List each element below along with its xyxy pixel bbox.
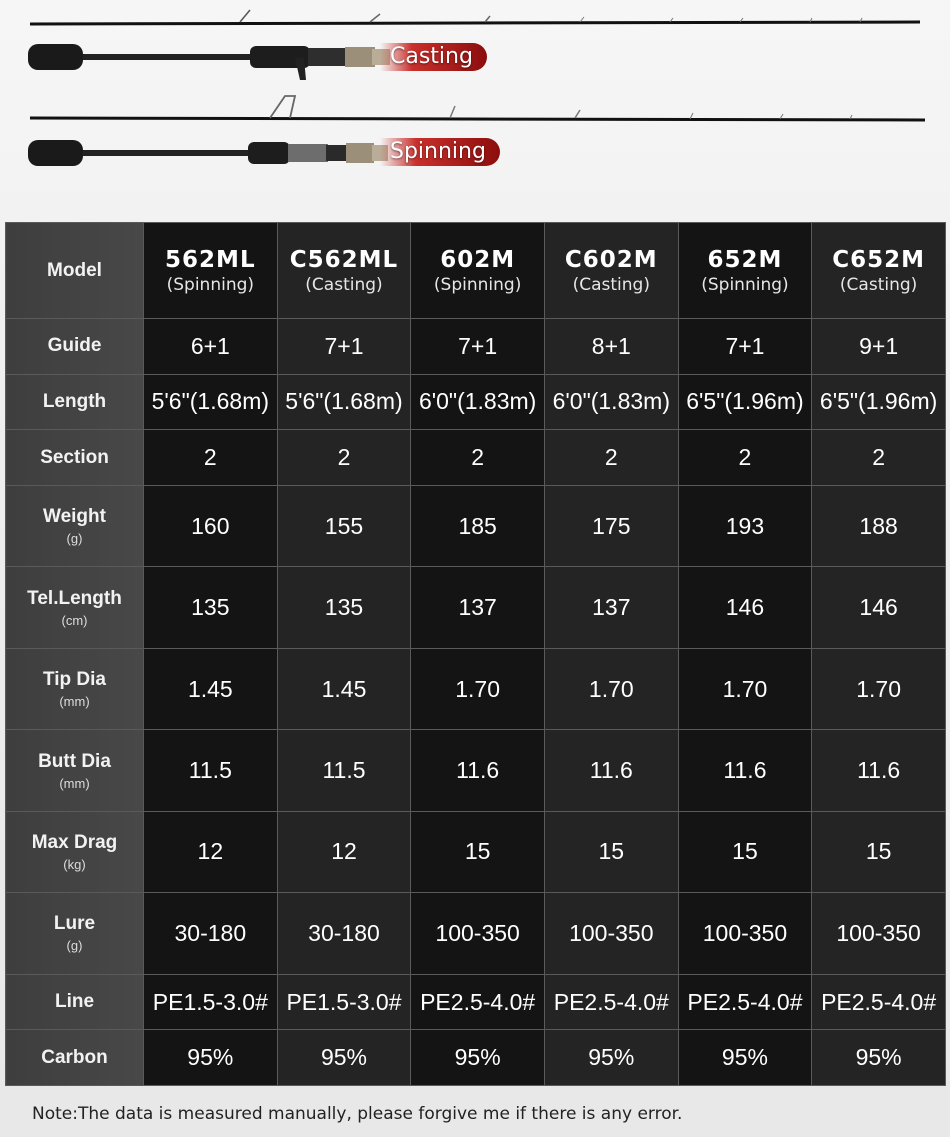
model-type: (Casting) <box>305 274 383 295</box>
spec-label-text: Section <box>40 446 109 468</box>
spec-value: 95% <box>678 1030 812 1086</box>
spec-value: PE1.5-3.0# <box>144 974 278 1030</box>
spec-value: 30-180 <box>277 893 411 974</box>
spec-value: 146 <box>678 567 812 648</box>
spec-value: 12 <box>144 811 278 892</box>
spec-unit-text: (mm) <box>59 775 90 791</box>
spec-value: 2 <box>812 430 946 486</box>
spec-row-label <box>6 567 144 648</box>
spec-label-text: Guide <box>47 335 102 357</box>
spec-row-label <box>6 974 144 1030</box>
spec-value: 1.70 <box>812 648 946 729</box>
spec-value: 135 <box>277 567 411 648</box>
spec-value: 146 <box>812 567 946 648</box>
spec-row-label <box>6 648 144 729</box>
spec-row <box>6 430 946 486</box>
spec-unit-text: (kg) <box>63 856 86 872</box>
spec-value: 1.45 <box>144 648 278 729</box>
spec-row <box>6 730 946 811</box>
spinning-rod-handle <box>28 140 388 166</box>
rod-images <box>0 0 950 215</box>
spec-value: 137 <box>411 567 545 648</box>
spec-value: 135 <box>144 567 278 648</box>
spec-value: 193 <box>678 485 812 566</box>
spec-value: PE1.5-3.0# <box>277 974 411 1030</box>
spec-unit-text: (g) <box>66 938 83 954</box>
model-type: (Spinning) <box>701 274 789 295</box>
spec-label-text: Tel.Length <box>27 587 122 609</box>
model-name: 602M <box>440 246 516 273</box>
spec-label-text: Tip Dia <box>43 669 106 691</box>
spec-label-text: Butt Dia <box>38 750 111 772</box>
model-type: (Casting) <box>572 274 650 295</box>
spec-row-label <box>6 730 144 811</box>
model-type: (Spinning) <box>166 274 255 295</box>
spec-row <box>6 485 946 566</box>
header-row <box>6 223 946 319</box>
spec-value: 6+1 <box>144 319 278 375</box>
spec-value: PE2.5-4.0# <box>544 974 678 1030</box>
spec-value: 100-350 <box>544 893 678 974</box>
spec-value: 2 <box>144 430 278 486</box>
spec-value: 1.70 <box>544 648 678 729</box>
spec-row <box>6 648 946 729</box>
spec-value: 15 <box>411 811 545 892</box>
spec-value: PE2.5-4.0# <box>411 974 545 1030</box>
spec-row-label <box>6 319 144 375</box>
spec-value: 15 <box>812 811 946 892</box>
spec-row <box>6 374 946 430</box>
spec-row-label <box>6 811 144 892</box>
spinning-rod-blank <box>30 96 925 120</box>
spec-value: 8+1 <box>544 319 678 375</box>
spec-label-text: Length <box>42 390 107 412</box>
spec-row <box>6 1030 946 1086</box>
spec-value: 95% <box>277 1030 411 1086</box>
spec-value: 1.45 <box>277 648 411 729</box>
casting-rod-handle <box>28 44 390 80</box>
model-name: 652M <box>707 246 783 273</box>
rod-illustrations <box>0 0 950 215</box>
model-header <box>812 223 946 319</box>
spec-unit-text: (cm) <box>61 612 88 628</box>
spec-label-text: Weight <box>43 506 106 528</box>
spinning-label: Spinning <box>380 138 500 166</box>
spec-value: 175 <box>544 485 678 566</box>
spec-table-container <box>5 222 945 1086</box>
spec-value: 2 <box>544 430 678 486</box>
spec-label-text: Line <box>54 991 95 1012</box>
spec-row <box>6 893 946 974</box>
spec-value: 137 <box>544 567 678 648</box>
spec-value: 7+1 <box>277 319 411 375</box>
model-header <box>144 223 278 319</box>
spec-value: 7+1 <box>411 319 545 375</box>
spec-value: 15 <box>678 811 812 892</box>
spec-value: 12 <box>277 811 411 892</box>
spec-value: 100-350 <box>812 893 946 974</box>
spec-row <box>6 974 946 1030</box>
spec-value: 11.5 <box>277 730 411 811</box>
spec-value: PE2.5-4.0# <box>812 974 946 1030</box>
spec-row <box>6 319 946 375</box>
spec-row-label <box>6 374 144 430</box>
spec-value: 6'5"(1.96m) <box>678 374 812 430</box>
spec-value: 6'0"(1.83m) <box>544 374 678 430</box>
spec-row-label <box>6 893 144 974</box>
spec-value: PE2.5-4.0# <box>678 974 812 1030</box>
model-header <box>411 223 545 319</box>
spec-value: 11.5 <box>144 730 278 811</box>
spec-row-label <box>6 430 144 486</box>
spec-label-text: Carbon <box>41 1046 108 1068</box>
spec-value: 9+1 <box>812 319 946 375</box>
spec-value: 2 <box>678 430 812 486</box>
spec-label-text: Lure <box>53 913 96 935</box>
disclaimer-note: Note:The data is measured manually, please forgive me if there is any error. <box>32 1104 683 1124</box>
model-name: C652M <box>832 246 925 273</box>
spec-value: 11.6 <box>544 730 678 811</box>
spec-value: 30-180 <box>144 893 278 974</box>
spec-value: 11.6 <box>411 730 545 811</box>
spec-value: 160 <box>144 485 278 566</box>
spec-value: 185 <box>411 485 545 566</box>
model-name: C562ML <box>289 246 399 273</box>
spec-value: 5'6"(1.68m) <box>144 374 278 430</box>
spec-value: 1.70 <box>411 648 545 729</box>
spec-row <box>6 811 946 892</box>
spec-value: 100-350 <box>678 893 812 974</box>
model-header <box>277 223 411 319</box>
header-model-label: Model <box>6 223 144 319</box>
spec-row <box>6 567 946 648</box>
spec-value: 95% <box>411 1030 545 1086</box>
spec-value: 6'0"(1.83m) <box>411 374 545 430</box>
model-type: (Casting) <box>839 274 918 295</box>
spec-value: 11.6 <box>812 730 946 811</box>
spec-value: 188 <box>812 485 946 566</box>
spec-table <box>5 222 946 1086</box>
spec-row-label <box>6 1030 144 1086</box>
model-header <box>544 223 678 319</box>
spec-value: 15 <box>544 811 678 892</box>
casting-label: Casting <box>380 43 487 71</box>
spec-row-label <box>6 485 144 566</box>
spec-value: 2 <box>411 430 545 486</box>
spec-unit-text: (g) <box>66 531 83 547</box>
model-name: C602M <box>564 246 658 273</box>
spec-label-text: Max Drag <box>31 831 118 853</box>
spec-value: 95% <box>144 1030 278 1086</box>
spec-value: 2 <box>277 430 411 486</box>
model-type: (Spinning) <box>433 274 522 295</box>
model-header <box>678 223 812 319</box>
spec-value: 5'6"(1.68m) <box>277 374 411 430</box>
spec-value: 7+1 <box>678 319 812 375</box>
spec-value: 95% <box>544 1030 678 1086</box>
spec-value: 6'5"(1.96m) <box>812 374 946 430</box>
model-name: 562ML <box>165 246 256 273</box>
spec-value: 11.6 <box>678 730 812 811</box>
spec-value: 1.70 <box>678 648 812 729</box>
spec-value: 100-350 <box>411 893 545 974</box>
spec-value: 155 <box>277 485 411 566</box>
spec-value: 95% <box>812 1030 946 1086</box>
spec-unit-text: (mm) <box>59 694 90 710</box>
casting-rod-blank <box>30 10 920 24</box>
